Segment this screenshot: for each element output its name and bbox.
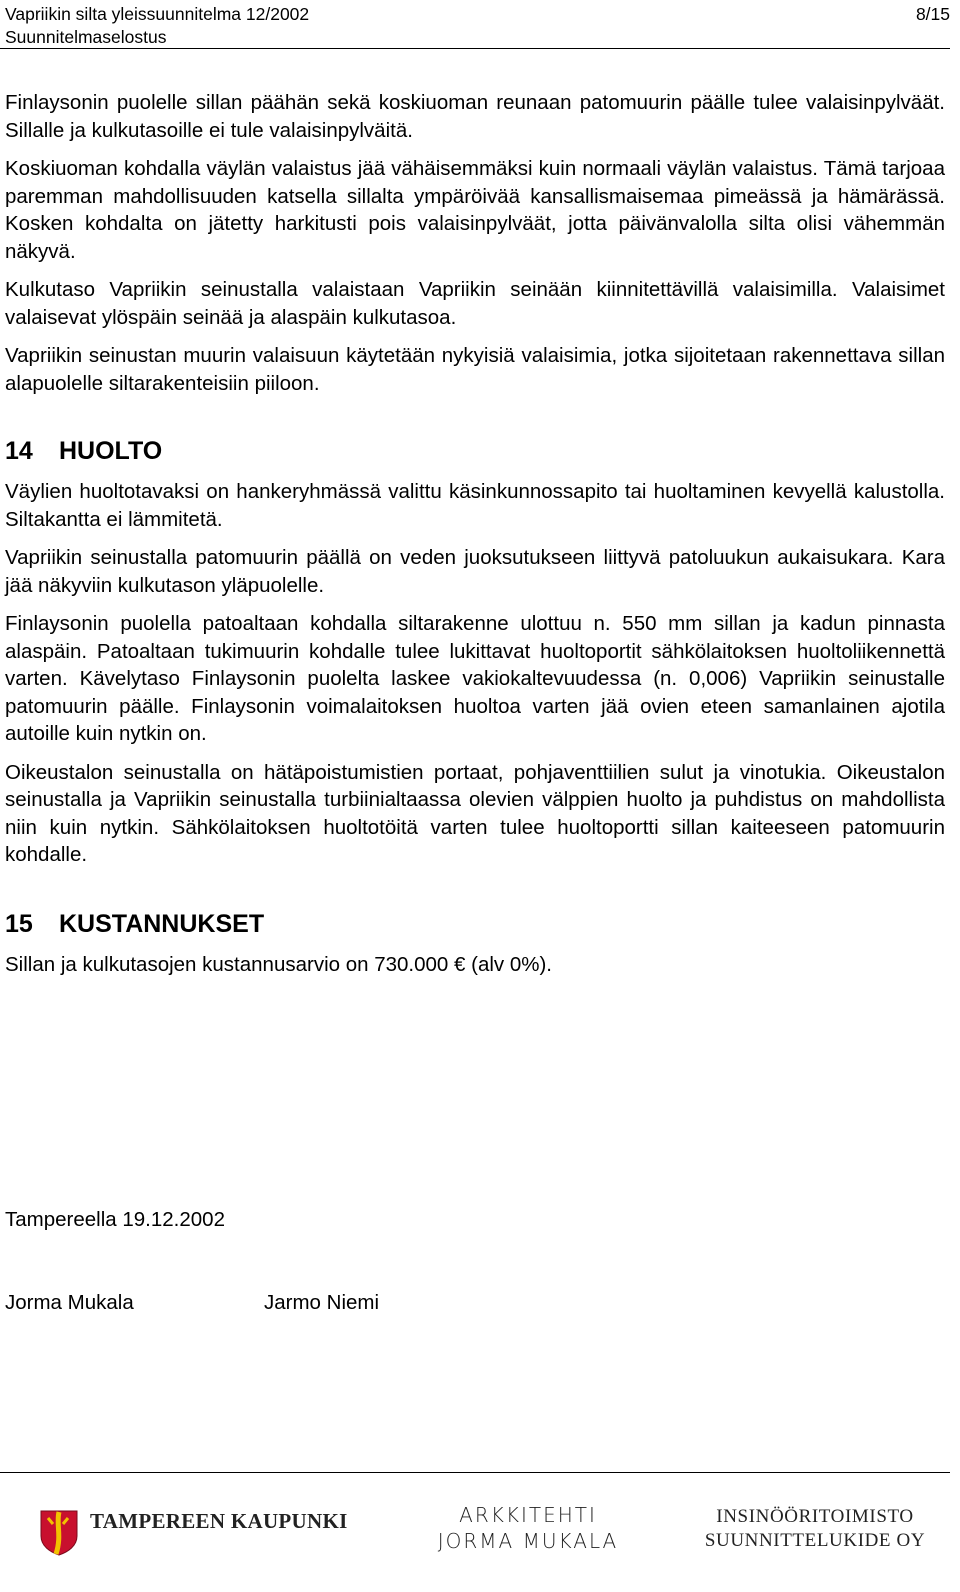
footer-divider (0, 1472, 950, 1473)
place-date: Tampereella 19.12.2002 (5, 1208, 225, 1231)
section-heading-14 (5, 436, 945, 466)
paragraph: Sillan ja kulkutasojen kustannusarvio on 730.000 € (alv 0%). (5, 952, 552, 976)
signature-name: Jarmo Niemi (264, 1291, 380, 1314)
logo-text: INSINÖÖRITOIMISTO (716, 1506, 914, 1527)
logo-text: JORMA MUKALA (437, 1529, 619, 1553)
signature-name: Jorma Mukala (5, 1291, 134, 1314)
document-subtitle: Suunnitelmaselostus (5, 27, 167, 47)
section-number: 15 (5, 909, 33, 938)
paragraph: Finlaysonin puolella patoaltaan kohdalla siltarakenne ulottuu n. 550 mm sillan ja kadun pinnasta alaspäin. Patoaltaan tukimuurin kohdalle tulee lukittavat huoltoportit sähkölaitoksen huoltoliikennettä varten. Kävelytaso Finlaysonin puolelta laskee vakiokaltevuudessa (n. 0,006) Vapriikin seinustalle patomuurin päälle. Finlaysonin voimalaitoksen huoltoa varten jää ovien eteen samanlainen ajotila autoille kuin nytkin on. (5, 612, 945, 745)
logo-text: SUUNNITTELUKIDE OY (704, 1530, 926, 1551)
paragraph: Kulkutaso Vapriikin seinustalla valaistaan Vapriikin seinään kiinnitettävillä valaisimilla. Valaisimet valaisevat ylöspäin seinää ja alaspäin kulkutasoa. (5, 278, 945, 329)
paragraph: Koskiuoman kohdalla väylän valaistus jää vähäisemmäksi kuin normaali väylän valaistus. Tämä tarjoaa paremman mahdollisuuden katsella sillalta ympäröivää kansallismaisemaa pimeässä ja hämärässä. Kosken kohdalta on jätetty harkitusti pois valaisinpylväät, jotta päivänvalolla silta olisi vähemmän näkyvä. (5, 157, 945, 263)
page-header (5, 3, 309, 49)
paragraph: Väylien huoltotavaksi on hankeryhmässä valittu käsinkunnossapito tai huoltaminen kevyellä kalustolla. Siltakantta ei lämmitetä. (5, 480, 945, 531)
logo-text: ARKKITEHTI (459, 1503, 597, 1527)
tampereen-kaupunki-logo: TAMPEREEN KAUPUNKI (90, 1509, 348, 1533)
suunnittelukide-logo (690, 1505, 940, 1553)
paragraph: Finlaysonin puolelle sillan päähän sekä koskiuoman reunaan patomuurin päälle tulee valaisinpylväät. Sillalle ja kulkutasoille ei tule valaisinpylväitä. (5, 91, 945, 142)
section-number: 14 (5, 437, 33, 465)
tampere-crest-icon (40, 1510, 78, 1556)
section-title: KUSTANNUKSET (59, 909, 265, 938)
section-heading-15 (5, 909, 945, 939)
arkkitehti-logo (428, 1502, 628, 1554)
section-title: HUOLTO (59, 437, 163, 465)
document-body (5, 89, 945, 978)
paragraph: Oikeustalon seinustalla on hätäpoistumistien portaat, pohjaventtiilien sulut ja vinotukia. Oikeustalon seinustalla ja Vapriikin seinustalla turbiinialtaassa olevien välppien huolto ja puhdistus on mahdollista niin kuin nytkin. Sähkölaitoksen huoltotöitä varten tulee huoltoportti sillan kaiteeseen patomuurin kohdalle. (5, 760, 945, 866)
page-number: 8/15 (915, 4, 950, 24)
paragraph: Vapriikin seinustan muurin valaisuun käytetään nykyisiä valaisimia, jotka sijoitetaan rakennettava sillan alapuolelle siltarakenteisiin piiloon. (5, 344, 945, 395)
paragraph: Vapriikin seinustalla patomuurin päällä on veden juoksutukseen liittyvä patoluukun aukaisukara. Kara jää näkyviin kulkutason yläpuolelle. (5, 546, 945, 597)
header-divider (0, 48, 950, 49)
document-title: Vapriikin silta yleissuunnitelma 12/2002 (5, 4, 310, 24)
